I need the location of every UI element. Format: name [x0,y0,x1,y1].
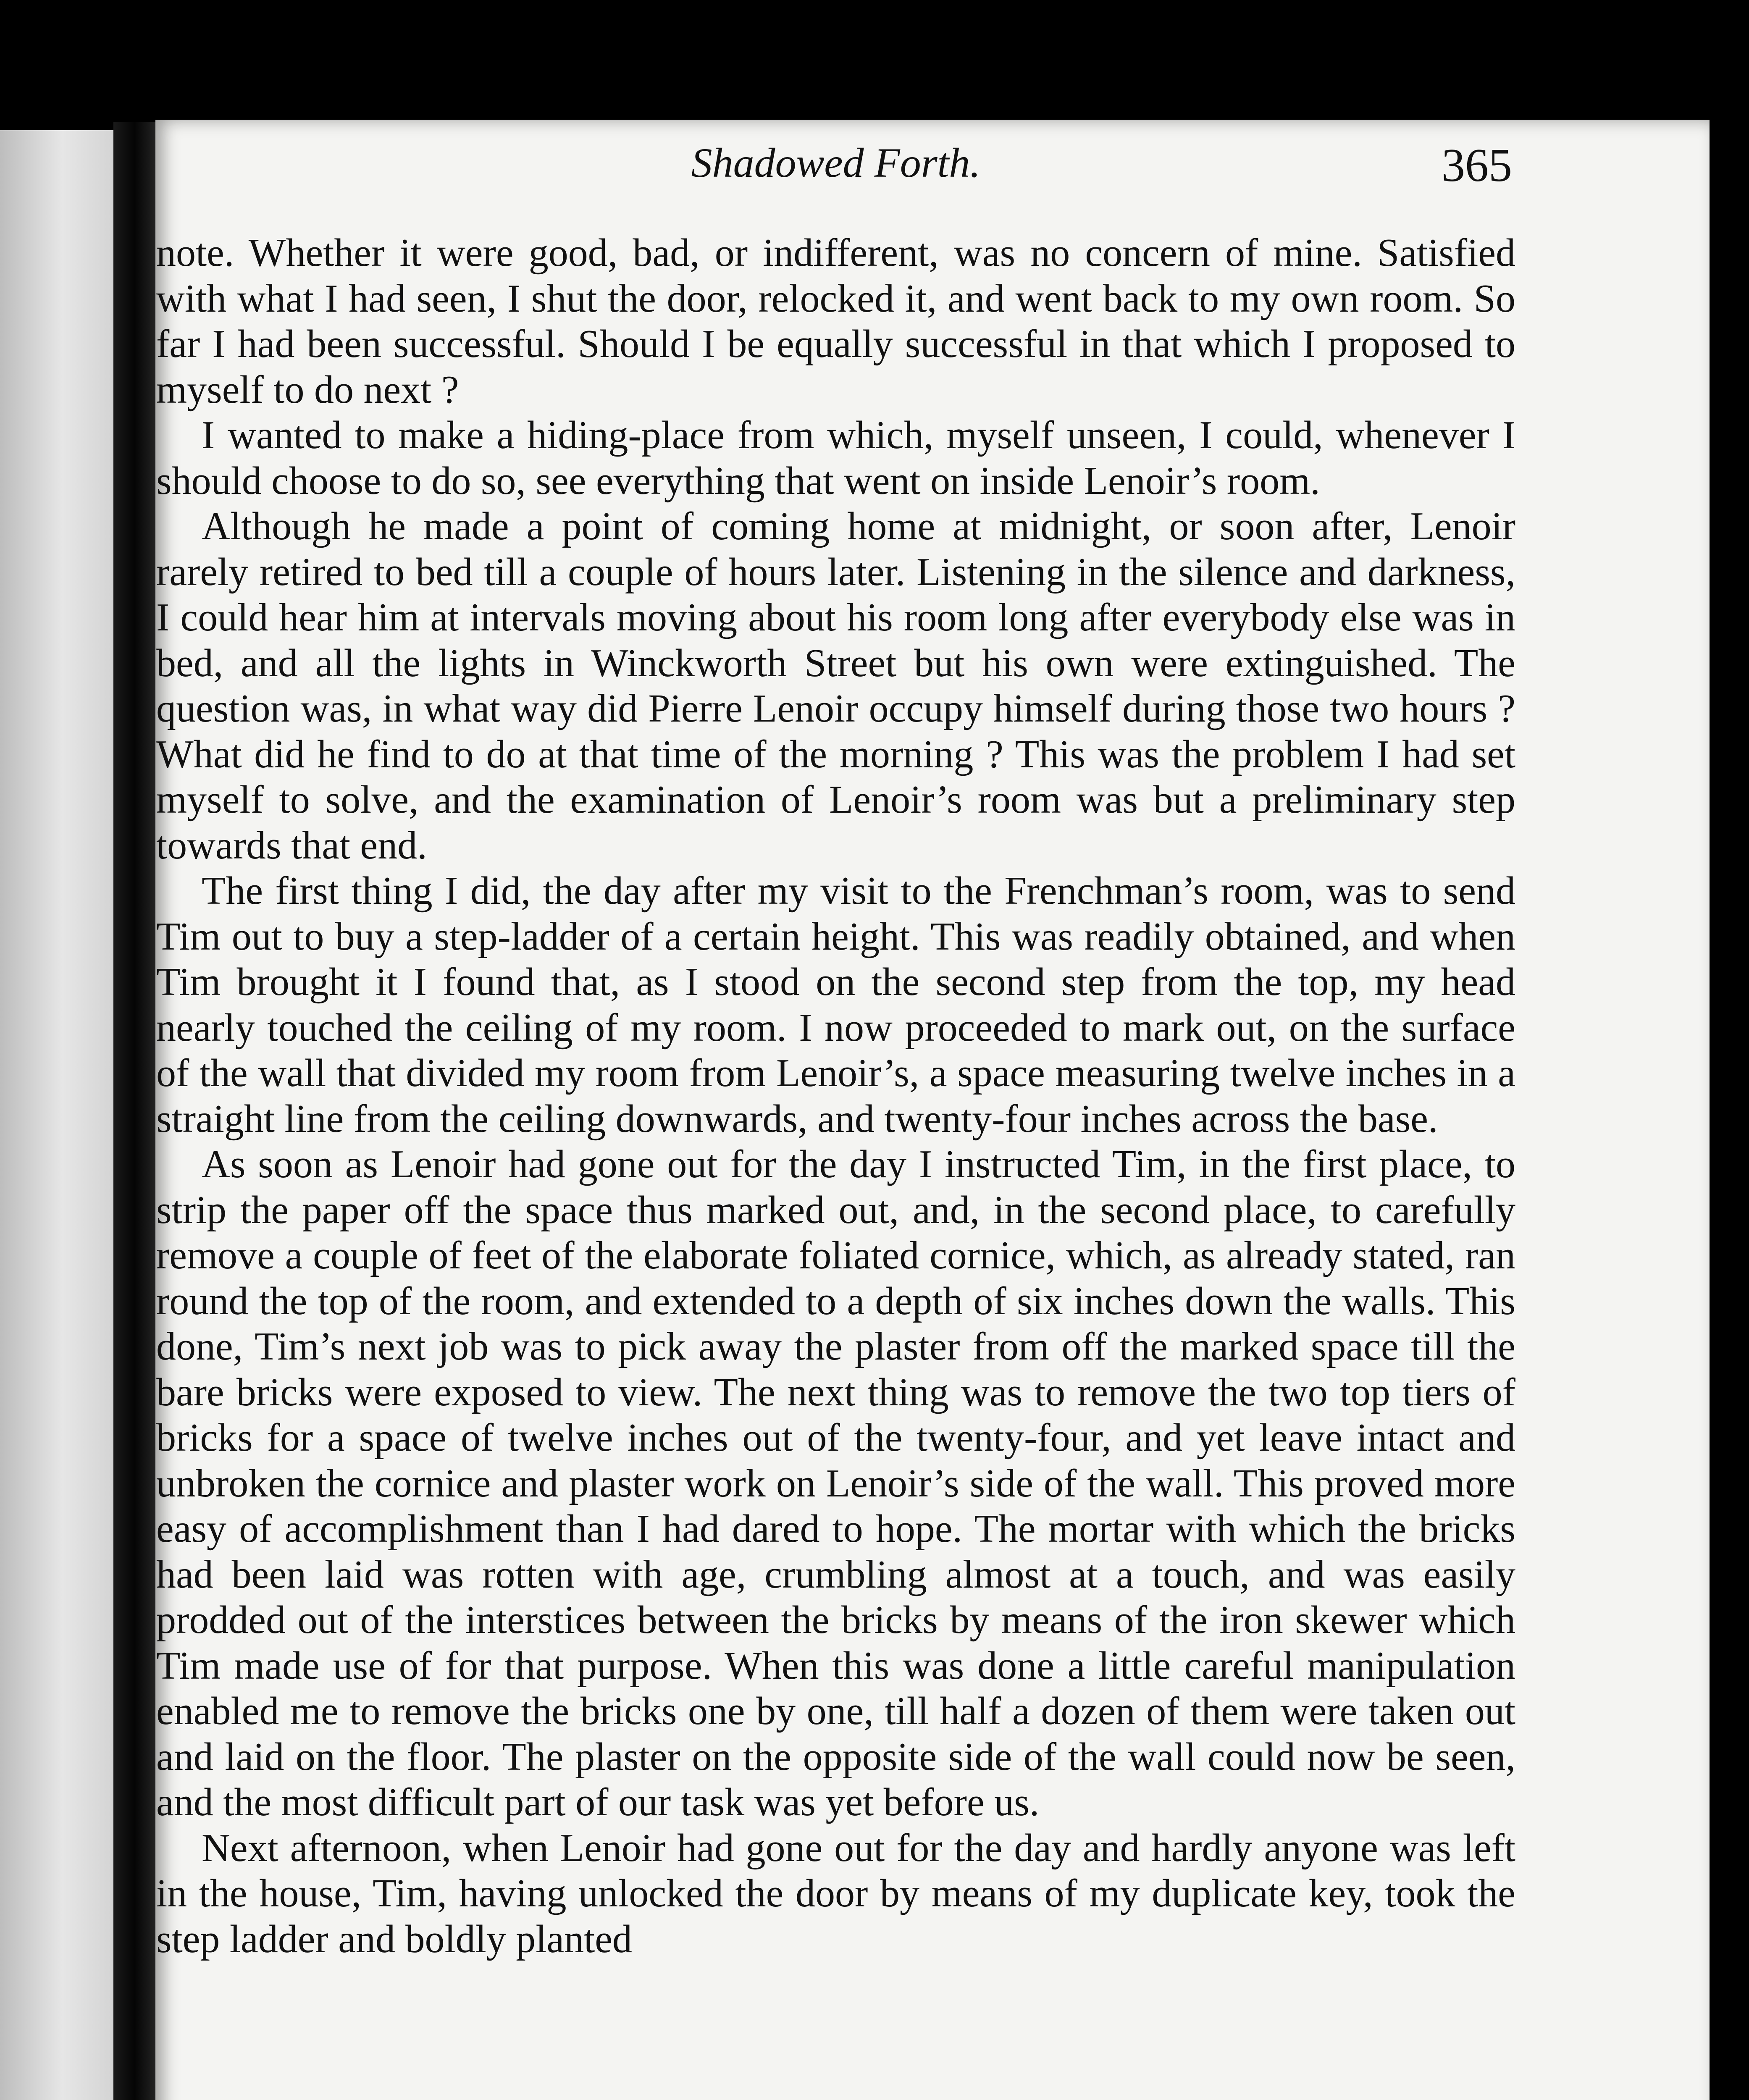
facing-page-edge [0,130,113,2100]
page-number: 365 [1442,139,1512,192]
book-gutter [113,122,155,2100]
paragraph: I wanted to make a hiding-place from which, myself unseen, I could, whenever I should choose to do so, see everything that went on inside Lenoir’s room. [156,413,1515,503]
paragraph: note. Whether it were good, bad, or indifferent, was no concern of mine. Satisfied with what I had seen, I shut the door, relocked it, and went back to my own room. So far I had been successful. Should I be equally successful in that which I proposed to myself to do next ? [156,231,1515,412]
paragraph: The first thing I did, the day after my visit to the Frenchman’s room, was to send Tim out to buy a step-ladder of a certain height. This was readily obtained, and when Tim brought it I found that, as I stood on the second step from the top, my head nearly touched the ceiling of my room. I now proceeded to mark out, on the surface of the wall that divided my room from Lenoir’s, a space measuring twelve inches in a straight line from the ceiling downwards, and twenty-four inches across the base. [156,869,1515,1141]
running-title: Shadowed Forth. [691,139,981,186]
paragraph: Although he made a point of coming home at midnight, or soon after, Lenoir rarely retired to bed till a couple of hours later. Listening in the silence and darkness, I could hear him at intervals moving about his room long after everybody else was in bed, and all the lights in Winckworth Street but his own were extinguished. The question was, in what way did Pierre Lenoir occupy himself during those two hours ? What did he find to do at that time of the morning ? This was the problem I had set myself to solve, and the examination of Lenoir’s room was but a preliminary step towards that end. [156,504,1515,867]
paragraph: Next afternoon, when Lenoir had gone out for the day and hardly anyone was left in the house, Tim, having unlocked the door by means of my duplicate key, took the step ladder and boldly planted [156,1826,1515,1961]
page-header [160,139,1512,206]
paragraph: As soon as Lenoir had gone out for the day I instructed Tim, in the first place, to strip the paper off the space thus marked out, and, in the second place, to carefully remove a couple of feet of the elaborate foliated cornice, which, as already stated, ran round the top of the room, and extended to a depth of six inches down the walls. This done, Tim’s next job was to pick away the plaster from off the marked space till the bare bricks were exposed to view. The next thing was to remove the two top tiers of bricks for a space of twelve inches out of the twenty-four, and yet leave intact and unbroken the cornice and plaster work on Lenoir’s side of the wall. This proved more easy of accomplishment than I had dared to hope. The mortar with which the bricks had been laid was rotten with age, crumbling almost at a touch, and was easily prodded out of the interstices between the bricks by means of the iron skewer which Tim made use of for that purpose. When this was done a little careful manipulation enabled me to remove the bricks one by one, till half a dozen of them were taken out and laid on the floor. The plaster on the opposite side of the wall could now be seen, and the most difficult part of our task was yet before us. [156,1142,1515,1824]
body-text [156,230,1515,1962]
